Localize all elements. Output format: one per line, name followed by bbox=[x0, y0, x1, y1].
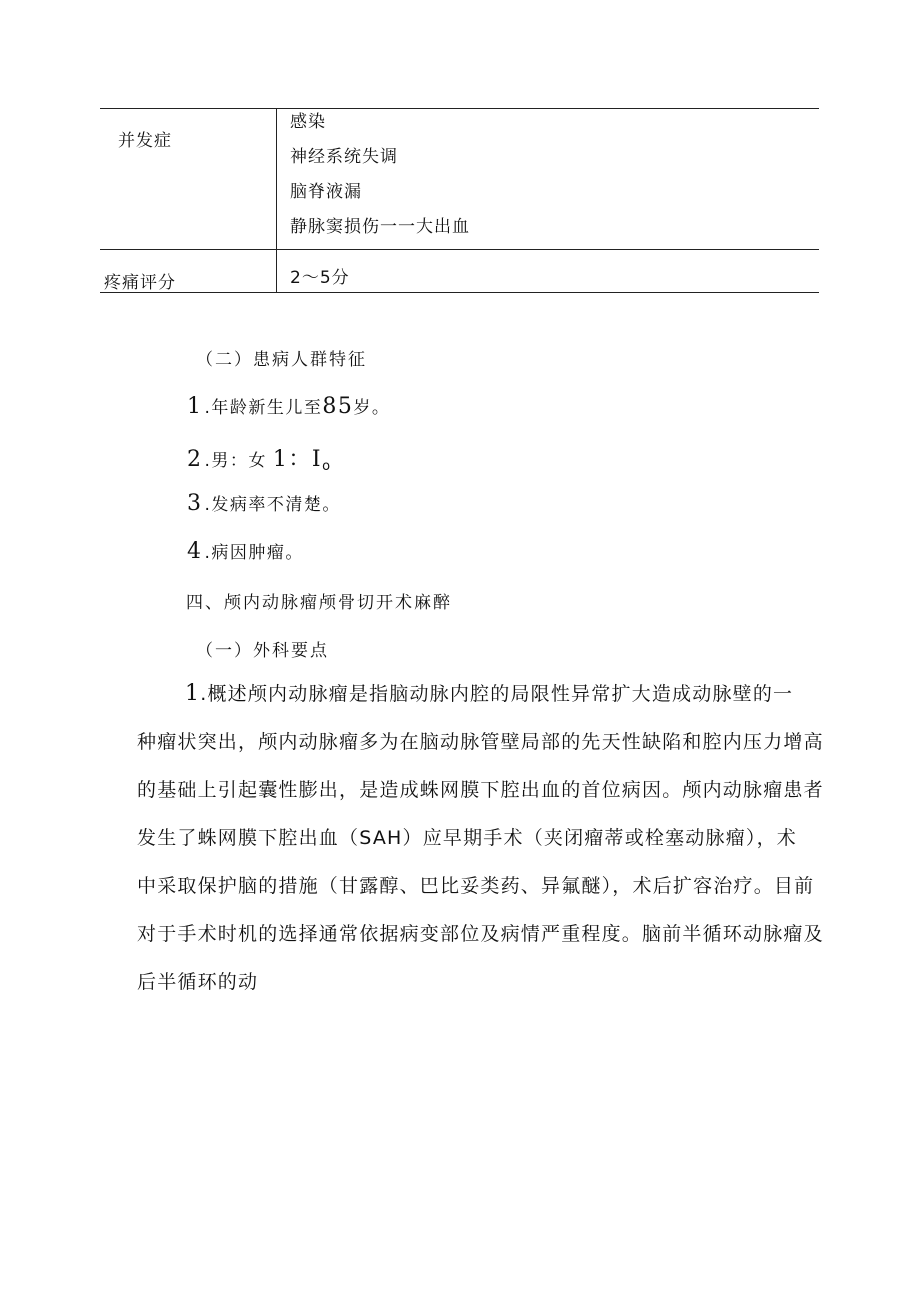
item-text: .男：女 bbox=[204, 451, 267, 471]
complications-table bbox=[100, 108, 819, 293]
item-tail: o bbox=[322, 459, 332, 474]
subsection-heading-surgical: （一）外科要点 bbox=[196, 641, 329, 661]
complication-item: 神经系统失调 bbox=[290, 147, 398, 167]
item-number-inline: 85 bbox=[322, 394, 354, 419]
complication-item: 脑脊液漏 bbox=[290, 182, 362, 202]
item-number: 1 bbox=[187, 394, 203, 419]
list-item bbox=[187, 393, 390, 419]
complication-item: 感染 bbox=[290, 112, 326, 132]
item-ratio: 1：I bbox=[272, 447, 323, 472]
item-tail: 岁。 bbox=[353, 398, 391, 418]
paragraph-number: 1 bbox=[185, 681, 201, 706]
paragraph-line bbox=[137, 670, 827, 718]
row-label-pain-score: 疼痛评分 bbox=[104, 273, 176, 293]
item-number: 3 bbox=[187, 491, 203, 516]
section-heading-four: 四、颅内动脉瘤颅骨切开术麻醉 bbox=[186, 593, 452, 613]
row-values-complications bbox=[290, 105, 470, 245]
item-number: 2 bbox=[187, 447, 203, 472]
item-text: .病因肿瘤。 bbox=[204, 543, 304, 563]
list-item bbox=[187, 490, 341, 516]
list-item bbox=[187, 538, 304, 564]
row-label-complications: 并发症 bbox=[118, 131, 172, 151]
item-text: .发病率不清楚。 bbox=[204, 495, 341, 515]
item-text: .年龄新生儿至 bbox=[204, 398, 323, 418]
paragraph-overview bbox=[137, 670, 827, 1006]
paragraph-line: 后半循环的动 bbox=[137, 971, 259, 993]
complication-item: 静脉窦损伤一一大出血 bbox=[290, 217, 470, 237]
table-bottom-border bbox=[100, 292, 819, 293]
paragraph-line: 种瘤状突出，颅内动脉瘤多为在脑动脉管壁局部的先天性缺陷和腔内压力增高 bbox=[137, 731, 824, 753]
paragraph-line: 对于手术时机的选择通常依据病变部位及病情严重程度。脑前半循环动脉瘤及 bbox=[137, 923, 824, 945]
paragraph-text: .概述颅内动脉瘤是指脑动脉内腔的局限性异常扩大造成动脉壁的一 bbox=[200, 683, 794, 705]
paragraph-line: 发生了蛛网膜下腔出血（SAH）应早期手术（夹闭瘤蒂或栓塞动脉瘤），术 bbox=[137, 827, 797, 849]
table-row-divider bbox=[100, 249, 819, 250]
table-column-divider bbox=[276, 108, 277, 293]
item-number: 4 bbox=[187, 539, 203, 564]
row-value-pain-score: 2～5分 bbox=[290, 268, 350, 288]
paragraph-line: 中采取保护脑的措施（甘露醇、巴比妥类药、异氟醚），术后扩容治疗。目前 bbox=[137, 875, 815, 897]
section-heading-population: （二）患病人群特征 bbox=[196, 350, 367, 370]
list-item bbox=[187, 442, 332, 474]
paragraph-line: 的基础上引起囊性膨出，是造成蛛网膜下腔出血的首位病因。颅内动脉瘤患者 bbox=[137, 779, 824, 801]
